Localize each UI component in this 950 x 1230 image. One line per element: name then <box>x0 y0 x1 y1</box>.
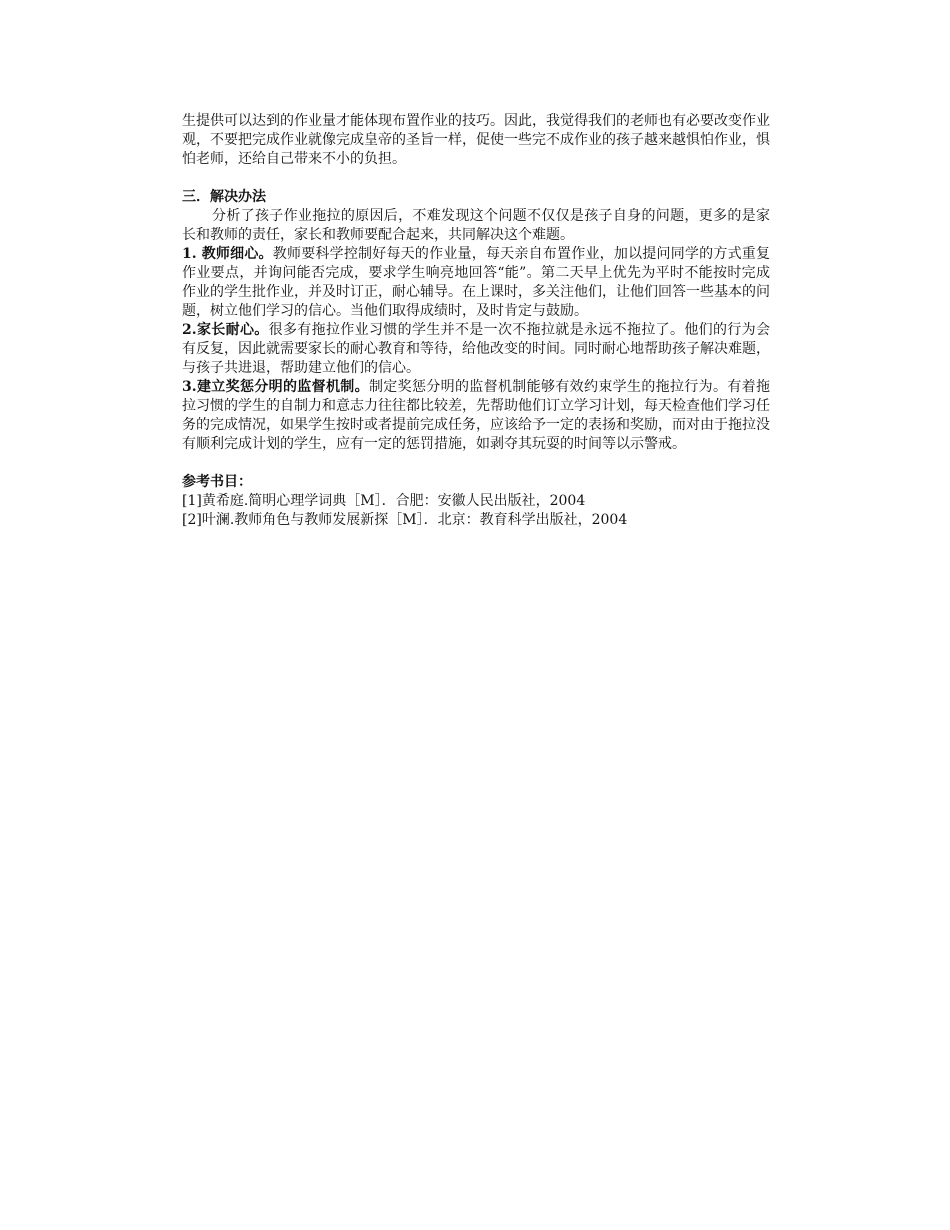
method-item-title: 1. 教师细心。 <box>182 246 273 262</box>
method-item-teacher <box>182 245 770 321</box>
method-item-title: 2.家长耐心。 <box>182 322 269 338</box>
section-heading: 三．解决办法 <box>182 189 266 205</box>
spacer <box>182 454 770 473</box>
method-item-text: 教师要科学控制好每天的作业量，每天亲自布置作业，加以提问同学的方式重复作业要点，并询问能否完成，要求学生响亮地回答“能”。第二天早上优先为平时不能按时完成作业的学生批作业，并及时订正，耐心辅导。在上课时，多关注他们，让他们回答一些基本的问题，树立他们学习的信心。当他们取得成绩时，及时肯定与鼓励。 <box>182 246 770 319</box>
intro-paragraph: 生提供可以达到的作业量才能体现布置作业的技巧。因此，我觉得我们的老师也有必要改变作业观，不要把完成作业就像完成皇帝的圣旨一样，促使一些完不成作业的孩子越来越惧怕作业，惧怕老师，还给自己带来不小的负担。 <box>182 113 770 167</box>
method-item-parent <box>182 321 770 378</box>
references-heading: 参考书目： <box>182 474 252 490</box>
method-item-title: 3.建立奖惩分明的监督机制。 <box>182 379 369 395</box>
document-page <box>182 112 770 530</box>
spacer <box>182 169 770 188</box>
reference-entry: [1]黄希庭.简明心理学词典［M］．合肥：安徽人民出版社，2004 <box>182 493 586 509</box>
method-item-text: 制定奖惩分明的监督机制能够有效约束学生的拖拉行为。有着拖拉习惯的学生的自制力和意志力往往都比较差，先帮助他们订立学习计划，每天检查他们学习任务的完成情况，如果学生按时或者提前完成任务，应该给予一定的表扬和奖励，而对由于拖拉没有顺利完成计划的学生，应有一定的惩罚措施，如剥夺其玩耍的时间等以示警戒。 <box>182 379 770 452</box>
method-item-supervision <box>182 378 770 454</box>
section-lead-paragraph: 分析了孩子作业拖拉的原因后，不难发现这个问题不仅仅是孩子自身的问题，更多的是家长和教师的责任，家长和教师要配合起来，共同解决这个难题。 <box>182 208 770 243</box>
reference-entry: [2]叶澜.教师角色与教师发展新探［M］．北京：教育科学出版社，2004 <box>182 512 628 528</box>
method-item-text: 很多有拖拉作业习惯的学生并不是一次不拖拉就是永远不拖拉了。他们的行为会有反复，因此就需要家长的耐心教育和等待，给他改变的时间。同时耐心地帮助孩子解决难题，与孩子共进退，帮助建立他们的信心。 <box>182 322 770 376</box>
